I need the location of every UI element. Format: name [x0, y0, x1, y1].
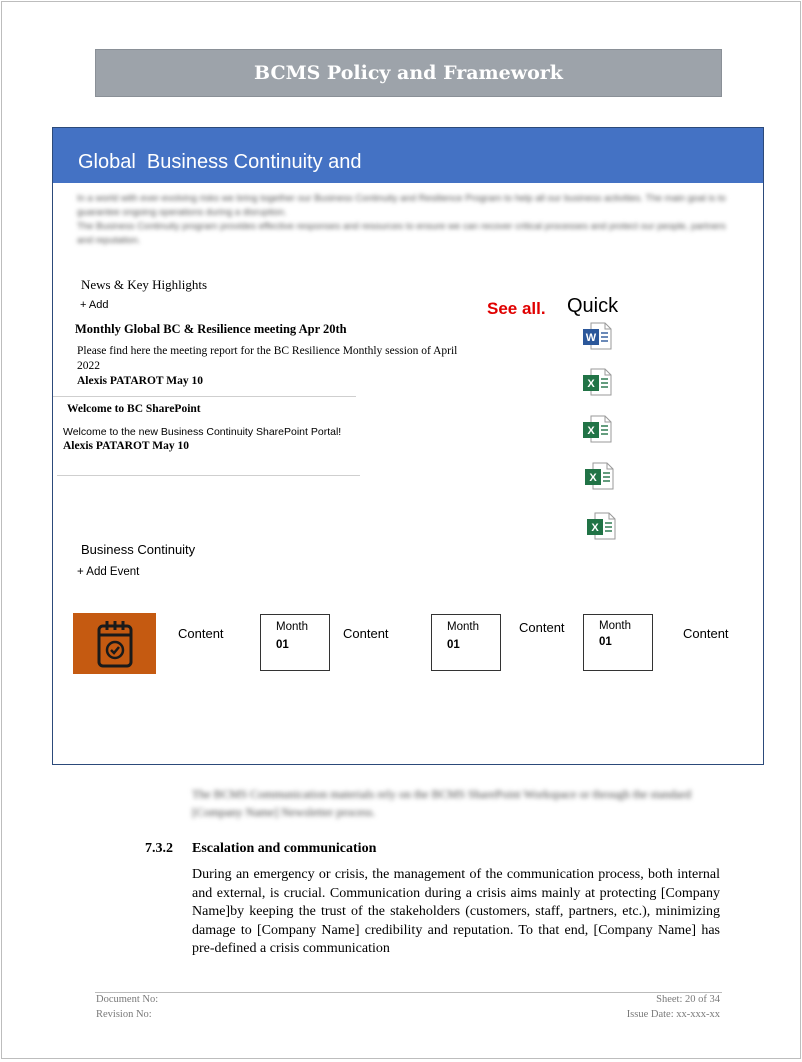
svg-text:X: X [591, 522, 599, 534]
intro-paragraph: The Business Continuity program provides effective responses and resources to ensure we can recover critical processes and protect our people, partners and reputation. [77, 221, 726, 246]
news-item-author: Alexis PATAROT May 10 [63, 440, 189, 452]
sharepoint-screenshot [52, 127, 764, 765]
document-header [95, 49, 722, 97]
news-heading: News & Key Highlights [81, 277, 208, 292]
intro-text-blurred [77, 192, 727, 248]
add-event-button[interactable]: + Add Event [77, 566, 140, 578]
blurred-paragraph: The BCMS Communication materials rely on the BCMS SharePoint Workspace or through the standard [Company Name] Newsletter process. [192, 787, 692, 819]
banner-title: Global Business Continuity and [78, 151, 362, 173]
event-date-box[interactable] [260, 614, 330, 671]
event-month: Month [447, 621, 479, 633]
event-day: 01 [276, 639, 289, 651]
svg-text:X: X [587, 378, 595, 390]
event-month: Month [276, 621, 308, 633]
excel-spreadsheet-icon[interactable] [585, 510, 617, 542]
intro-paragraph: In a world with ever-evolving risks we bring together our Business Continuity and Resilience Program to help all our business activities. The main goal is to guarantee ongoing operations during a disruption. [77, 193, 726, 218]
see-all-link[interactable]: See all. [487, 299, 546, 318]
sharepoint-banner [53, 128, 763, 183]
section-body: During an emergency or crisis, the management of the communication process, both internal and external, is crucial. Communication during a crisis aims mainly at protecting [Company Name]by keeping the trust of the stakeholders (customers, staff, partners, etc.), minimizing damage to [Company Name] credibility and reputation. To that end, [Company Name] has pre-defined a crisis communication [192, 867, 720, 957]
section-title: Escalation and communication [192, 841, 377, 856]
news-item-title[interactable]: Welcome to BC SharePoint [67, 403, 201, 415]
svg-text:X: X [589, 472, 597, 484]
svg-text:X: X [587, 425, 595, 437]
footer-divider [95, 992, 722, 993]
quick-links-heading: Quick [567, 295, 619, 317]
excel-spreadsheet-icon[interactable] [583, 460, 615, 492]
event-content[interactable]: Content [178, 626, 224, 641]
event-date-box[interactable] [431, 614, 501, 671]
news-item-body: Welcome to the new Business Continuity SharePoint Portal! [63, 426, 342, 438]
event-content[interactable]: Content [683, 626, 729, 641]
event-month: Month [599, 620, 631, 632]
svg-text:W: W [585, 332, 597, 344]
footer-document-no: Document No: [96, 994, 159, 1005]
news-item-title[interactable]: Monthly Global BC & Resilience meeting Apr 20th [75, 322, 347, 336]
calendar-check-icon [95, 618, 135, 670]
calendar-event-tile[interactable] [73, 613, 156, 674]
news-item-body: Please find here the meeting report for the BC Resilience Monthly session of April 2022 [77, 345, 458, 372]
news-divider [53, 396, 356, 397]
excel-spreadsheet-icon[interactable] [581, 413, 613, 445]
event-day: 01 [447, 639, 460, 651]
footer-revision-no: Revision No: [96, 1009, 152, 1020]
news-add-button[interactable]: + Add [80, 299, 109, 311]
news-divider [57, 475, 360, 476]
events-heading: Business Continuity [81, 542, 196, 557]
footer-issue-date: Issue Date: xx-xxx-xx [626, 1009, 720, 1020]
section-number: 7.3.2 [145, 841, 173, 856]
event-content[interactable]: Content [519, 620, 565, 635]
word-document-icon[interactable] [581, 320, 613, 352]
document-title: BCMS Policy and Framework [254, 62, 563, 84]
news-item-author: Alexis PATAROT May 10 [77, 375, 203, 387]
event-content[interactable]: Content [343, 626, 389, 641]
excel-spreadsheet-icon[interactable] [581, 366, 613, 398]
event-day: 01 [599, 636, 612, 648]
footer-sheet: Sheet: 20 of 34 [656, 994, 720, 1005]
event-date-box[interactable] [583, 614, 653, 671]
